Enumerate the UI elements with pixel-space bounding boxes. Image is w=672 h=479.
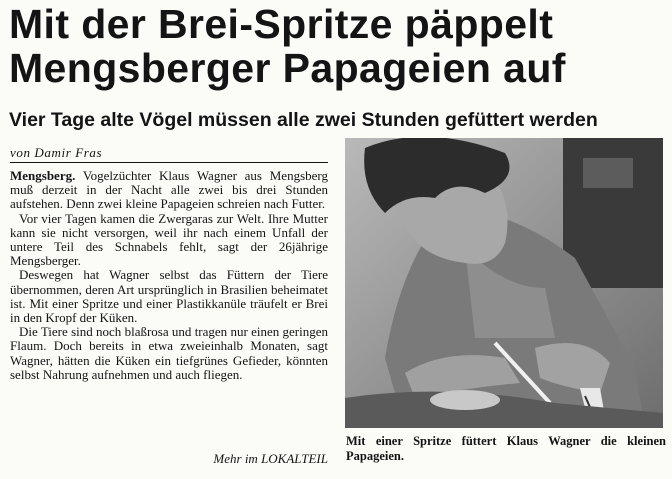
byline: von Damir Fras: [10, 145, 328, 163]
headline-line-2: Mengsberger Papageien auf: [9, 45, 566, 91]
more-in-local-section: Mehr im LOKALTEIL: [213, 451, 328, 466]
paragraph-text: Vogelzüchter Klaus Wagner aus Mengsberg muß derzeit in der Nacht alle zwei bis drei Stunden aufstehen. Denn zwei kleine Papageien schreien nach Futter.: [10, 168, 328, 212]
article-paragraph: Die Tiere sind noch blaßrosa und tragen nur einen geringen Flaum. Doch bereits in etwa zweieinhalb Monaten, sagt Wagner, hätten die Küken ein tiefgrünes Gefieder, könnten selbst Nahrung aufnehmen und auch fliegen.: [10, 324, 328, 382]
article-paragraph: [10, 169, 328, 212]
article-photo: [345, 138, 663, 428]
article-paragraph: Vor vier Tagen kamen die Zwergaras zur Welt. Ihre Mutter kann sie nicht versorgen, weil ihr nach einem Unfall der untere Teil des Schnabels fehlt, sagt der 26jährige Mengsberger.: [10, 210, 328, 269]
headline: [9, 2, 669, 90]
chick-icon: [430, 390, 500, 410]
photo-caption: Mit einer Spritze füttert Klaus Wagner die kleinen Papageien.: [346, 434, 666, 463]
dateline: Mengsberg.: [10, 168, 76, 183]
article-body: [10, 169, 328, 382]
subheadline: Vier Tage alte Vögel müssen alle zwei Stunden gefüttert werden: [9, 109, 598, 131]
headline-line-1: Mit der Brei-Spritze päppelt: [9, 1, 554, 47]
photo-illustration: [345, 138, 663, 428]
article-paragraph: Deswegen hat Wagner selbst das Füttern der Tiere übernommen, deren Art ursprünglich in Brasilien beheimatet ist. Mit einer Spritze und einer Plastikkanüle träufelt er Brei in den Kropf der Küken.: [10, 267, 328, 326]
